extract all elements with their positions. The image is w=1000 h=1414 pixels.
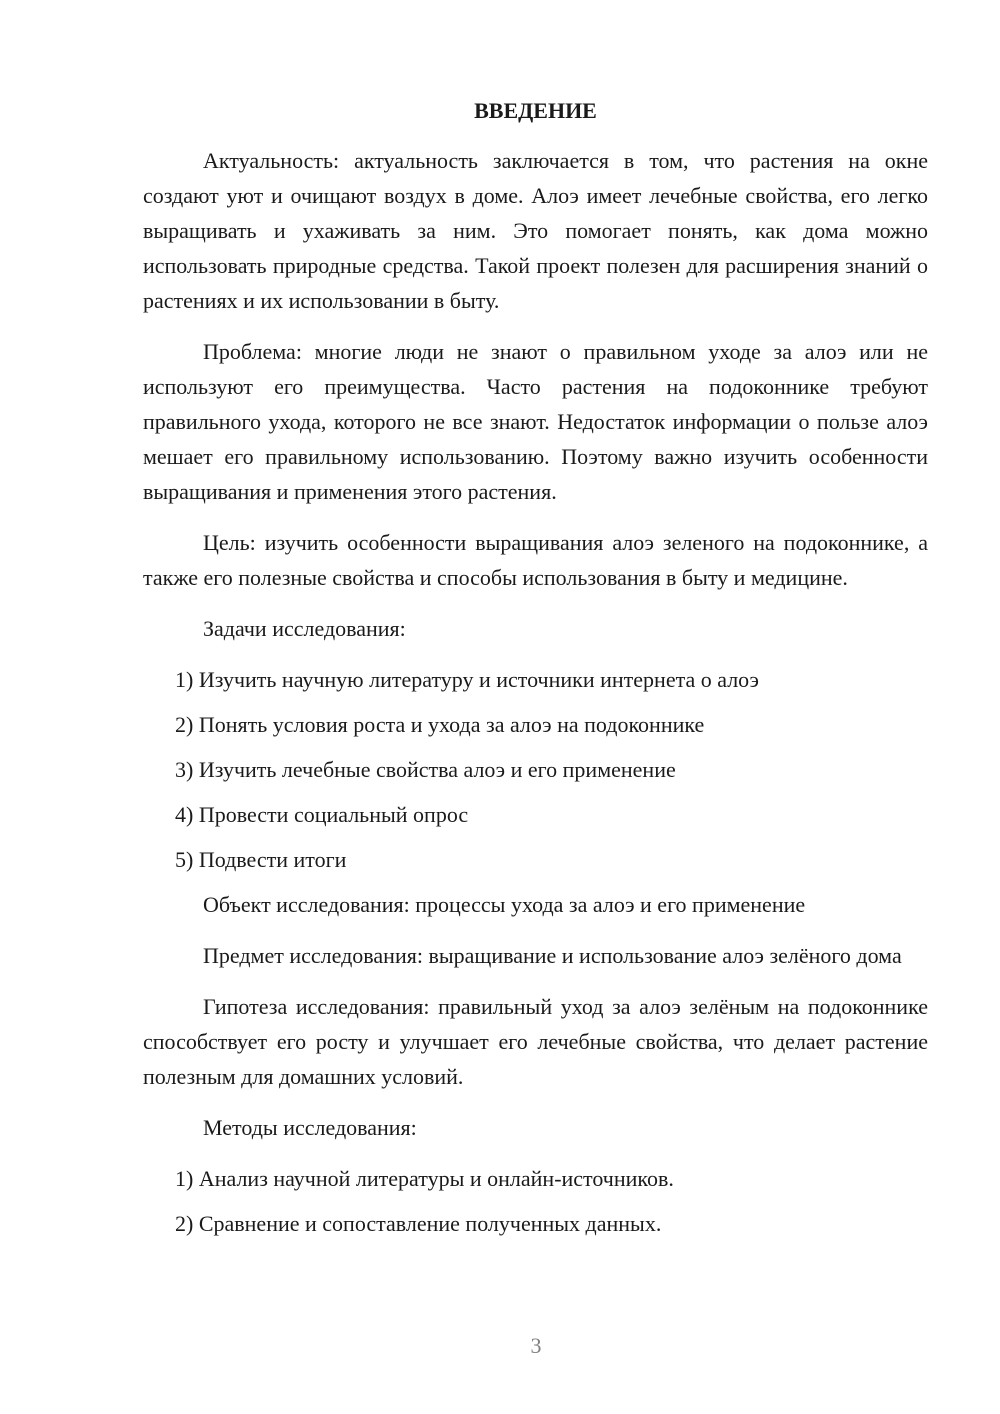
page-number: 3 xyxy=(530,1333,542,1358)
tasks-list xyxy=(143,662,928,877)
page-content xyxy=(143,93,928,1251)
methods-list xyxy=(143,1161,928,1241)
object-paragraph: Объект исследования: процессы ухода за алоэ и его применение xyxy=(203,892,806,917)
goal-paragraph: Цель: изучить особенности выращивания алоэ зеленого на подоконнике, а также его полезные свойства и способы использования в быту и медицине. xyxy=(143,530,928,590)
list-item: 2) Сравнение и сопоставление полученных данных. xyxy=(175,1211,662,1236)
page-title: ВВЕДЕНИЕ xyxy=(474,98,597,123)
relevance-paragraph: Актуальность: актуальность заключается в том, что растения на окне создают уют и очищают воздух в доме. Алоэ имеет лечебные свойства, его легко выращивать и ухаживать за ним. Это помогает понять, как дома можно использовать природные средства. Такой проект полезен для расширения знаний о растениях и их использовании в быту. xyxy=(143,148,928,313)
hypothesis-paragraph: Гипотеза исследования: правильный уход за алоэ зелёным на подоконнике способствует его росту и улучшает его лечебные свойства, что делает растение полезным для домашних условий. xyxy=(143,994,928,1089)
list-item: 5) Подвести итоги xyxy=(175,847,347,872)
methods-heading: Методы исследования: xyxy=(203,1115,417,1140)
list-item: 1) Изучить научную литературу и источники интернета о алоэ xyxy=(175,667,759,692)
problem-paragraph: Проблема: многие люди не знают о правильном уходе за алоэ или не используют его преимущества. Часто растения на подоконнике требуют правильного ухода, которого не все знают. Недостаток информации о пользе алоэ мешает его правильному использованию. Поэтому важно изучить особенности выращивания и применения этого растения. xyxy=(143,339,928,504)
list-item: 4) Провести социальный опрос xyxy=(175,802,469,827)
list-item: 3) Изучить лечебные свойства алоэ и его применение xyxy=(175,757,676,782)
list-item: 2) Понять условия роста и ухода за алоэ на подоконнике xyxy=(175,712,705,737)
tasks-heading: Задачи исследования: xyxy=(203,616,406,641)
subject-paragraph: Предмет исследования: выращивание и использование алоэ зелёного дома xyxy=(203,943,902,968)
list-item: 1) Анализ научной литературы и онлайн-источников. xyxy=(175,1166,674,1191)
